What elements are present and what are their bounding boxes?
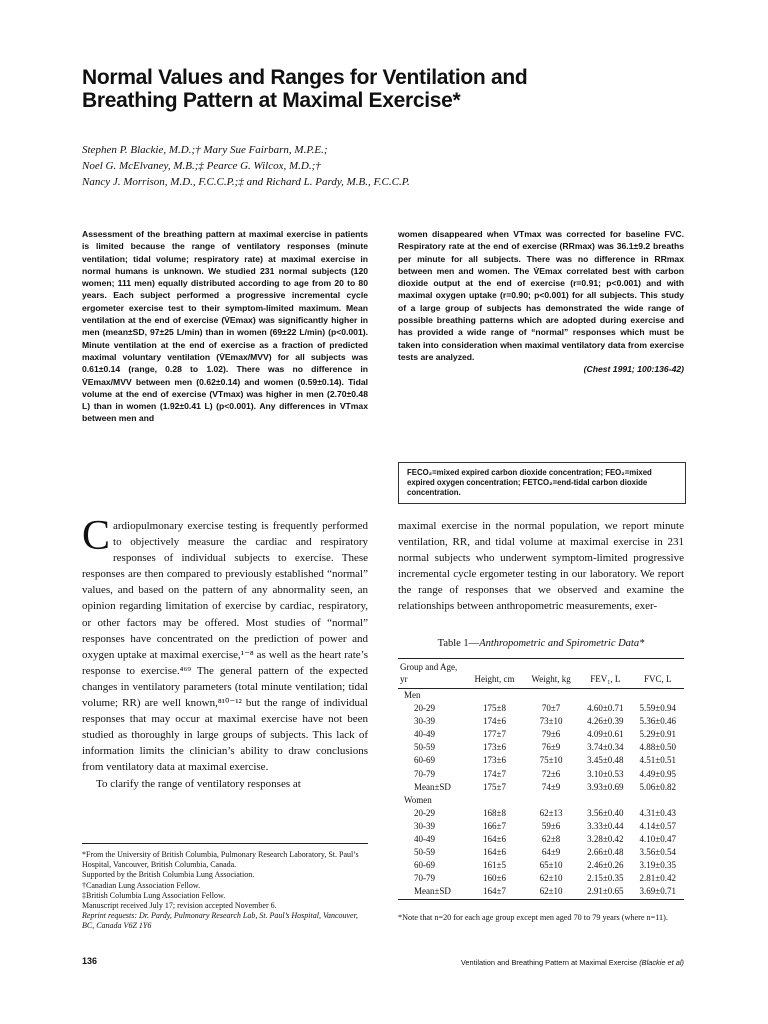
table-cell: 4.49±0.95 — [639, 768, 676, 779]
author-line: Stephen P. Blackie, M.D.;† Mary Sue Fairbarn, M.P.E.; — [82, 144, 328, 156]
col-header-group: Group and Age, yr — [398, 659, 466, 689]
table-cell: 50-59 — [414, 847, 435, 858]
table-cell: 30-39 — [414, 716, 435, 727]
table-row — [398, 781, 684, 794]
abstract-left-column: Assessment of the breathing pattern at maximal exercise in patients is limited because the range of ventilatory responses (minute ventilation; tidal volume; respiratory rate) at maximal exercise in normal humans is unknown. We studied 231 normal subjects (120 women; 111 men) equally distributed according to age from 20 to 80 years. Each subject performed a progressive incremental cycle ergometer exercise test to their symptom-limited maximum. Mean ventilation at the end of exercise (V̇Emax) was significantly higher in men (mean±SD, 97±25 L/min) than in women (69±22 L/min) (p<0.001). Minute ventilation at the end of exercise as a fraction of predicted maximal voluntary ventilation (V̇Emax/MVV) for all subjects was 0.61±0.14 (range, 0.28 to 1.02). There was no difference in V̇Emax/MVV between men (0.62±0.14) and women (0.59±0.14). Tidal volume at the end of exercise (VTmax) was higher in men (2.70±0.48 L) than in women (1.92±0.41 L) (p<0.001). Any differences in VTmax between men and — [82, 229, 368, 424]
table-group-label: Women — [404, 794, 432, 805]
footnote: *From the University of British Columbia, Pulmonary Research Laboratory, St. Paul’s Hospital, Vancouver, British Columbia, Canada. — [82, 850, 359, 870]
table-row — [398, 820, 684, 833]
table-row — [398, 702, 684, 715]
table-cell: Mean±SD — [414, 886, 451, 897]
table-cell: 175±7 — [483, 781, 506, 792]
table-row — [398, 885, 684, 899]
table-cell: 2.81±0.42 — [639, 873, 676, 884]
table-row — [398, 859, 684, 872]
journal-citation: (Chest 1991; 100:136-42) — [583, 364, 684, 375]
table-cell: 4.31±0.43 — [639, 807, 676, 818]
table-row — [398, 846, 684, 859]
table-cell: 70±7 — [541, 703, 561, 714]
table-cell: 64±9 — [541, 847, 561, 858]
table-row — [398, 715, 684, 728]
table-cell: 174±7 — [483, 768, 506, 779]
article-title: Normal Values and Ranges for Ventilation and Breathing Pattern at Maximal Exercise* — [82, 66, 528, 112]
table-cell: 74±9 — [541, 781, 561, 792]
table-cell: 3.56±0.54 — [639, 847, 676, 858]
footnote: †Canadian Lung Association Fellow. — [82, 880, 201, 890]
table-cell: 160±6 — [483, 873, 506, 884]
table-cell: 177±7 — [483, 729, 506, 740]
body-paragraph: To clarify the range of ventilatory responses at — [96, 777, 301, 790]
table-row — [398, 807, 684, 820]
table-cell: 164±7 — [483, 886, 506, 897]
table-cell: 4.09±0.61 — [587, 729, 624, 740]
table-cell: 20-29 — [414, 807, 435, 818]
running-head-title: Ventilation and Breathing Pattern at Maximal Exercise — [460, 958, 638, 967]
table-cell: 3.56±0.40 — [587, 807, 624, 818]
table-cell: 5.36±0.46 — [639, 716, 676, 727]
table-cell: Mean±SD — [414, 781, 451, 792]
table-cell: 5.06±0.82 — [639, 781, 676, 792]
table-cell: 173±6 — [483, 742, 506, 753]
col-header-weight: Weight, kg — [523, 659, 579, 689]
table-cell: 4.14±0.57 — [639, 820, 676, 831]
anthropometric-table — [398, 658, 684, 900]
table-cell: 168±8 — [483, 807, 506, 818]
footnotes — [82, 843, 368, 932]
table-cell: 2.91±0.65 — [587, 886, 624, 897]
running-head — [461, 958, 684, 967]
author-list — [82, 142, 582, 190]
table-cell: 4.88±0.50 — [639, 742, 676, 753]
body-paragraph: maximal exercise in the normal population, we report minute ventilation, RR, and tidal volume at maximal exercise in 231 normal subjects who underwent symptom-limited progressive incremental cycle ergometer testing in our laboratory. We report the range of responses that we observed and examine the relationships between anthropometric measurements, exer- — [398, 520, 684, 613]
footnote: Manuscript received July 17; revision accepted November 6. — [82, 901, 277, 911]
table-note: *Note that n=20 for each age group except men aged 70 to 79 years (where n=11). — [398, 913, 668, 922]
table-cell: 3.69±0.71 — [639, 886, 676, 897]
table-cell: 4.60±0.71 — [587, 703, 624, 714]
table-cell: 5.59±0.94 — [639, 703, 676, 714]
table-cell: 73±10 — [539, 716, 563, 727]
table-cell: 59±6 — [541, 820, 561, 831]
footnote: Supported by the British Columbia Lung Association. — [82, 870, 255, 880]
table-cell: 65±10 — [539, 860, 563, 871]
table-cell: 4.51±0.51 — [639, 755, 676, 766]
table-cell: 62±8 — [541, 834, 561, 845]
table-cell: 4.10±0.47 — [639, 834, 676, 845]
table-cell: 62±13 — [539, 807, 563, 818]
table-cell: 60-69 — [414, 860, 435, 871]
table-cell: 50-59 — [414, 742, 435, 753]
table-row — [398, 833, 684, 846]
table-cell: 62±10 — [539, 886, 563, 897]
intro-paragraph — [82, 513, 368, 776]
reprint-label: Reprint requests: — [82, 911, 138, 921]
table-cell: 5.29±0.91 — [639, 729, 676, 740]
table-cell: 40-49 — [414, 729, 435, 740]
table-cell: 70-79 — [414, 768, 435, 779]
table-group-row — [398, 794, 684, 807]
table-row — [398, 754, 684, 767]
col-header-fev1: FEV₁, L — [579, 659, 631, 689]
drop-cap: C — [82, 513, 111, 559]
table-cell: 174±6 — [483, 716, 506, 727]
table-cell: 62±10 — [539, 873, 563, 884]
table-row — [398, 768, 684, 781]
table-cell: 3.19±0.35 — [639, 860, 676, 871]
table-cell: 60-69 — [414, 755, 435, 766]
abstract-right-text: women disappeared when VTmax was corrected for baseline FVC. Respiratory rate at the end of exercise (RRmax) was 36.1±9.2 breaths per minute for all subjects. There was no difference in RRmax between men and women. The V̇Emax correlated best with carbon dioxide output at the end of exercise (r=0.91; p<0.001) and with maximal oxygen uptake (r=0.90; p<0.001) for all subjects. This study of a large group of subjects has demonstrated the wide range of possible breathing patterns which are adopted during exercise and has provided a wide range of “normal” responses which must be taken into consideration when maximal ventilatory data from exercise tests are analyzed. — [398, 229, 684, 362]
footnote: ‡British Columbia Lung Association Fellow. — [82, 890, 226, 900]
table-cell: 175±8 — [483, 703, 506, 714]
table-header-row — [398, 659, 684, 689]
table-cell: 70-79 — [414, 873, 435, 884]
table-cell: 76±9 — [541, 742, 561, 753]
table-cell: 30-39 — [414, 820, 435, 831]
table-cell: 2.46±0.26 — [587, 860, 624, 871]
table-row — [398, 741, 684, 754]
abbreviations-box: FECO₂=mixed expired carbon dioxide concentration; FEO₂=mixed expired oxygen concentration; FETCO₂=end-tidal carbon dioxide concentration. — [398, 462, 686, 504]
intro-text: ardiopulmonary exercise testing is frequently performed to objectively measure the cardiac and respiratory responses of individual subjects to exercise. These responses are then compared to previously established “normal” values, and based on the pattern of any abnormality seen, an opinion regarding limitation of exercise by cardiac, respiratory, or other factors may be offered. Most studies of “normal” responses have concentrated on the prediction of power and oxygen uptake at maximal exercise,¹⁻⁸ as well as the heart rate’s response to exercise.⁴⁶⁹ The general pattern of the expected changes in ventilatory parameters (total minute ventilation; tidal volume; RR) are well known,⁸¹⁰⁻¹² but the range of individual responses that may occur at maximal exercise have not been studied as thoroughly in large groups of subjects. This lack of information limits the clinician’s ability to draw conclusions from ventilatory data at maximal exercise. — [82, 520, 368, 774]
author-line: Noel G. McElvaney, M.B.;‡ Pearce G. Wilcox, M.D.;† — [82, 160, 321, 172]
table-cell: 3.74±0.34 — [587, 742, 624, 753]
body-left-column — [82, 513, 368, 792]
table-caption — [398, 638, 684, 649]
table-cell: 164±6 — [483, 847, 506, 858]
table-cell: 75±10 — [539, 755, 563, 766]
table-cell: 3.45±0.48 — [587, 755, 624, 766]
table-cell: 166±7 — [483, 820, 506, 831]
table-body — [398, 689, 684, 900]
author-line: Nancy J. Morrison, M.D., F.C.C.P.;‡ and Richard L. Pardy, M.B., F.C.C.P. — [82, 176, 410, 188]
table-row — [398, 728, 684, 741]
table-caption-prefix: Table 1— — [437, 638, 480, 649]
col-header-height: Height, cm — [466, 659, 523, 689]
table-cell: 161±5 — [483, 860, 506, 871]
table-cell: 79±6 — [541, 729, 561, 740]
table-cell: 20-29 — [414, 703, 435, 714]
table-cell: 40-49 — [414, 834, 435, 845]
table-cell: 4.26±0.39 — [587, 716, 624, 727]
running-head-authors: (Blackie et al) — [639, 958, 684, 967]
table-cell: 2.15±0.35 — [587, 873, 624, 884]
table-row — [398, 872, 684, 885]
table-cell: 2.66±0.48 — [587, 847, 624, 858]
table-group-row — [398, 689, 684, 703]
table-group-label: Men — [404, 690, 421, 700]
col-header-fvc: FVC, L — [632, 659, 684, 689]
table-caption-title: Anthropometric and Spirometric Data* — [479, 638, 645, 649]
table-cell: 3.28±0.42 — [587, 834, 624, 845]
reprint-requests — [82, 911, 368, 931]
table-cell: 164±6 — [483, 834, 506, 845]
reprint-text: Dr. Pardy, Pulmonary Research Lab, St. Paul’s Hospital, Vancouver, BC, Canada V6Z 1Y6 — [82, 911, 358, 931]
table-cell: 72±6 — [541, 768, 561, 779]
table-cell: 3.33±0.44 — [587, 820, 624, 831]
table-cell: 3.93±0.69 — [587, 781, 624, 792]
page-number: 136 — [82, 956, 98, 966]
body-right-column — [398, 518, 684, 615]
table-cell: 3.10±0.53 — [587, 768, 624, 779]
abstract-right-column — [398, 228, 684, 376]
table-cell: 173±6 — [483, 755, 506, 766]
